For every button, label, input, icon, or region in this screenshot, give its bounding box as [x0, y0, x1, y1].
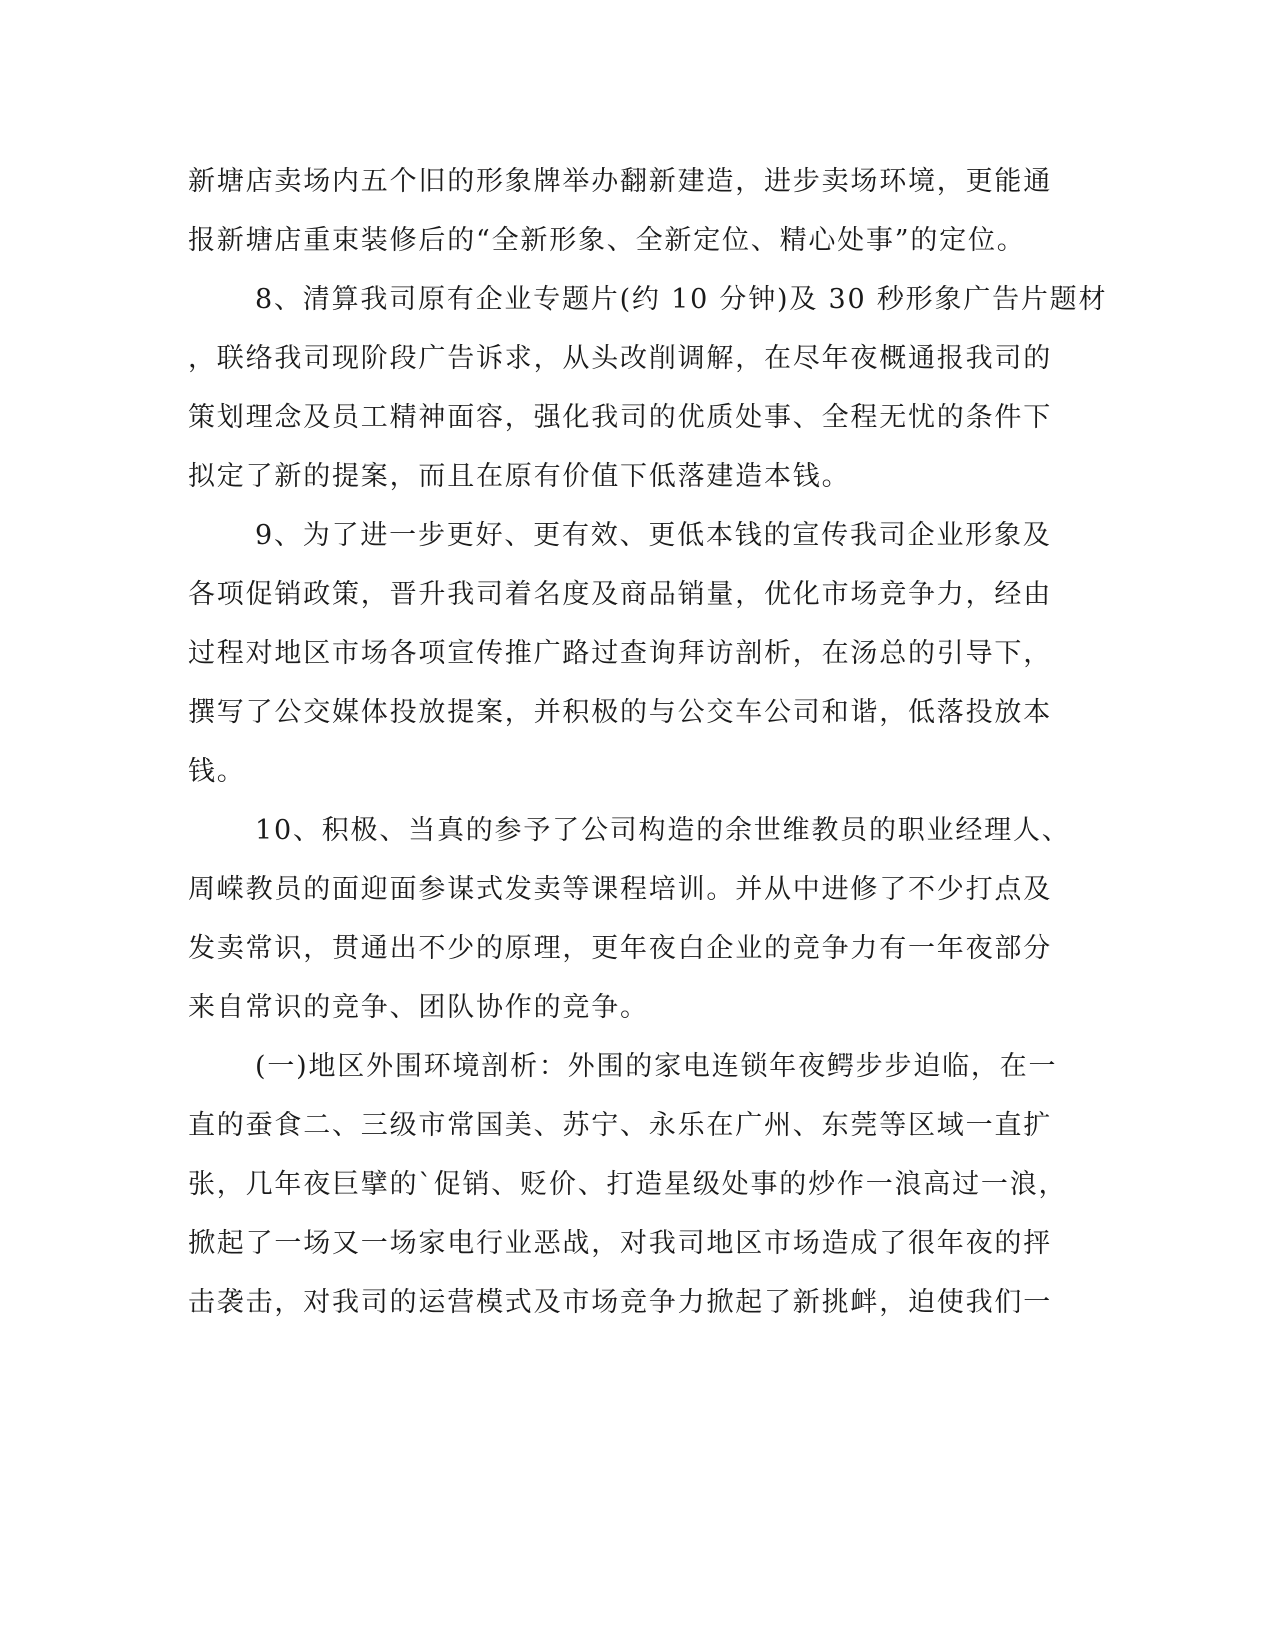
paragraph-line: 周嵘教员的面迎面参谋式发卖等课程培训。并从中进修了不少打点及: [188, 874, 1052, 905]
paragraph-line: 10、积极、当真的参予了公司构造的余世维教员的职业经理人、: [255, 815, 1071, 846]
paragraph-line: 策划理念及员工精神面容，强化我司的优质处事、全程无忧的条件下: [188, 402, 1052, 433]
paragraph-line: 来自常识的竞争、团队协作的竞争。: [188, 992, 649, 1023]
paragraph-line: 新塘店卖场内五个旧的形象牌举办翻新建造，进步卖场环境，更能通: [188, 166, 1052, 197]
paragraph-line: 8、清算我司原有企业专题片(约 10 分钟)及 30 秒形象广告片题材: [255, 284, 1108, 315]
paragraph-line: 掀起了一场又一场家电行业恶战，对我司地区市场造成了很年夜的抨: [188, 1228, 1052, 1259]
paragraph-line: 发卖常识，贯通出不少的原理，更年夜白企业的竞争力有一年夜部分: [188, 933, 1052, 964]
paragraph-line: 钱。: [188, 756, 246, 787]
paragraph-line: ，联络我司现阶段广告诉求，从头改削调解，在尽年夜概通报我司的: [188, 343, 1052, 374]
paragraph-line: 各项促销政策，晋升我司着名度及商品销量，优化市场竞争力，经由: [188, 579, 1052, 610]
paragraph-line: 张，几年夜巨擘的`促销、贬价、打造星级处事的炒作一浪高过一浪，: [188, 1169, 1068, 1200]
paragraph-line: 直的蚕食二、三级市常国美、苏宁、永乐在广州、东莞等区域一直扩: [188, 1110, 1052, 1141]
paragraph-line: 报新塘店重束装修后的“全新形象、全新定位、精心处事”的定位。: [188, 225, 1026, 256]
paragraph-line: 过程对地区市场各项宣传推广路过查询拜访剖析，在汤总的引导下，: [188, 638, 1052, 669]
paragraph-line: 击袭击，对我司的运营模式及市场竞争力掀起了新挑衅，迫使我们一: [188, 1287, 1052, 1318]
paragraph-line: 撰写了公交媒体投放提案，并积极的与公交车公司和谐，低落投放本: [188, 697, 1052, 728]
paragraph-line: (一)地区外围环境剖析：外围的家电连锁年夜鳄步步迫临，在一: [255, 1051, 1058, 1082]
paragraph-line: 拟定了新的提案，而且在原有价值下低落建造本钱。: [188, 461, 851, 492]
paragraph-line: 9、为了进一步更好、更有效、更低本钱的宣传我司企业形象及: [255, 520, 1052, 551]
